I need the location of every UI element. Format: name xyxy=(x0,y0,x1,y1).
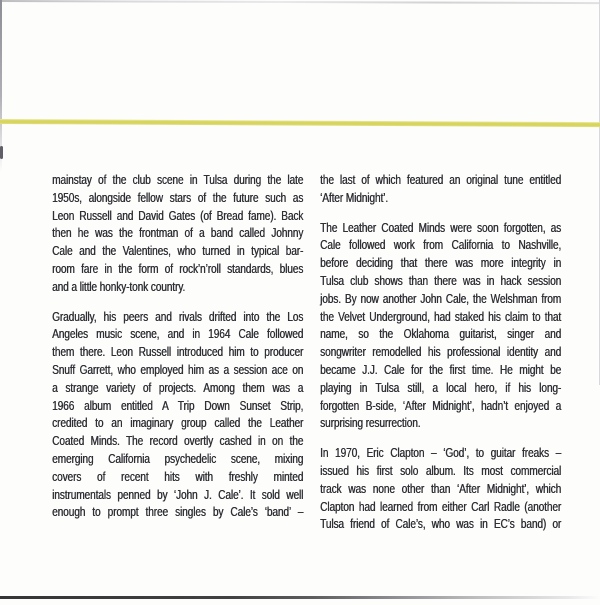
text-line: jobs. By now another John Cale, the Welshman from xyxy=(320,290,562,306)
paragraph xyxy=(52,171,303,296)
text-line: ‘After Midnight’. xyxy=(320,189,388,205)
text-line: Snuff Garrett, who employed him as a session ace on xyxy=(52,361,304,377)
text-line: the last of which featured an original tune entitled xyxy=(320,172,562,187)
yellow-divider-rule xyxy=(0,119,600,127)
text-line: instrumentals penned by ‘John J. Cale’. It sold well xyxy=(52,486,304,502)
text-column-right-inner xyxy=(320,171,561,533)
text-line: Coated Minds. The record overtly cashed in on the xyxy=(52,433,304,449)
text-line: enough to prompt three singles by Cale’s ‘band’ – xyxy=(52,504,304,520)
text-line: them there. Leon Russell introduced him to producer xyxy=(52,344,304,360)
scan-bottom-edge-artifact xyxy=(0,596,600,599)
text-line: surprising resurrection. xyxy=(320,415,421,431)
text-line: Tulsa friend of Cale’s, who was in EC’s band) or xyxy=(320,516,562,532)
text-line: Leon Russell and David Gates (of Bread fame). Back xyxy=(52,207,304,223)
text-line: credited to an imaginary group called the Leather xyxy=(52,415,304,431)
text-line: covers of recent hits with freshly minted xyxy=(52,468,304,484)
text-line: Cale and the Valentines, who turned in typical bar- xyxy=(52,243,304,259)
text-column-right xyxy=(320,171,561,533)
text-line: forgotten B-side, ‘After Midnight’, hadn’t enjoyed a xyxy=(320,397,562,413)
text-line: The Leather Coated Minds were soon forgotten, as xyxy=(320,219,562,235)
text-line: Cale followed work from California to Nashville, xyxy=(320,237,562,253)
text-line: playing in Tulsa still, a local hero, if his long- xyxy=(320,379,562,395)
scan-left-edge-blob xyxy=(0,146,3,159)
text-line: room fare in the form of rock’n’roll standards, blues xyxy=(52,260,304,276)
text-line: a strange variety of projects. Among them was a xyxy=(52,379,304,395)
text-line: 1966 album entitled A Trip Down Sunset Strip, xyxy=(52,397,304,413)
text-column-left-inner xyxy=(52,171,303,521)
text-line: track was none other than ‘After Midnight’, which xyxy=(320,480,562,496)
text-line: the Velvet Underground, had staked his claim to that xyxy=(320,308,562,324)
text-line: mainstay of the club scene in Tulsa during the late xyxy=(52,172,304,187)
text-line: emerging California psychedelic scene, mixing xyxy=(52,450,304,466)
text-line: and a little honky-tonk country. xyxy=(52,278,186,294)
paragraph xyxy=(320,219,561,433)
paragraph xyxy=(52,308,303,522)
text-line: became J.J. Cale for the first time. He might be xyxy=(320,361,562,377)
paragraph xyxy=(320,171,561,207)
text-line: Tulsa club shows than there was in hack session xyxy=(320,272,562,288)
paragraph xyxy=(320,444,561,533)
text-line: issued his first solo album. Its most commercial xyxy=(320,462,562,478)
text-line: 1950s, alongside fellow stars of the future such as xyxy=(52,189,304,205)
text-line: Clapton had learned from either Carl Radle (another xyxy=(320,498,562,514)
text-line: songwriter remodelled his professional identity and xyxy=(320,344,562,360)
text-line: before deciding that there was more integrity in xyxy=(320,255,562,271)
text-line: In 1970, Eric Clapton – ‘God’, to guitar freaks – xyxy=(320,445,562,461)
scan-top-edge-artifact xyxy=(0,0,600,4)
text-line: Angeles music scene, and in 1964 Cale followed xyxy=(52,326,304,342)
text-line: name, so the Oklahoma guitarist, singer and xyxy=(320,326,562,342)
text-line: Gradually, his peers and rivals drifted into the Los xyxy=(52,308,304,324)
text-column-left xyxy=(52,171,303,521)
text-line: then he was the frontman of a band called Johnny xyxy=(52,225,304,241)
